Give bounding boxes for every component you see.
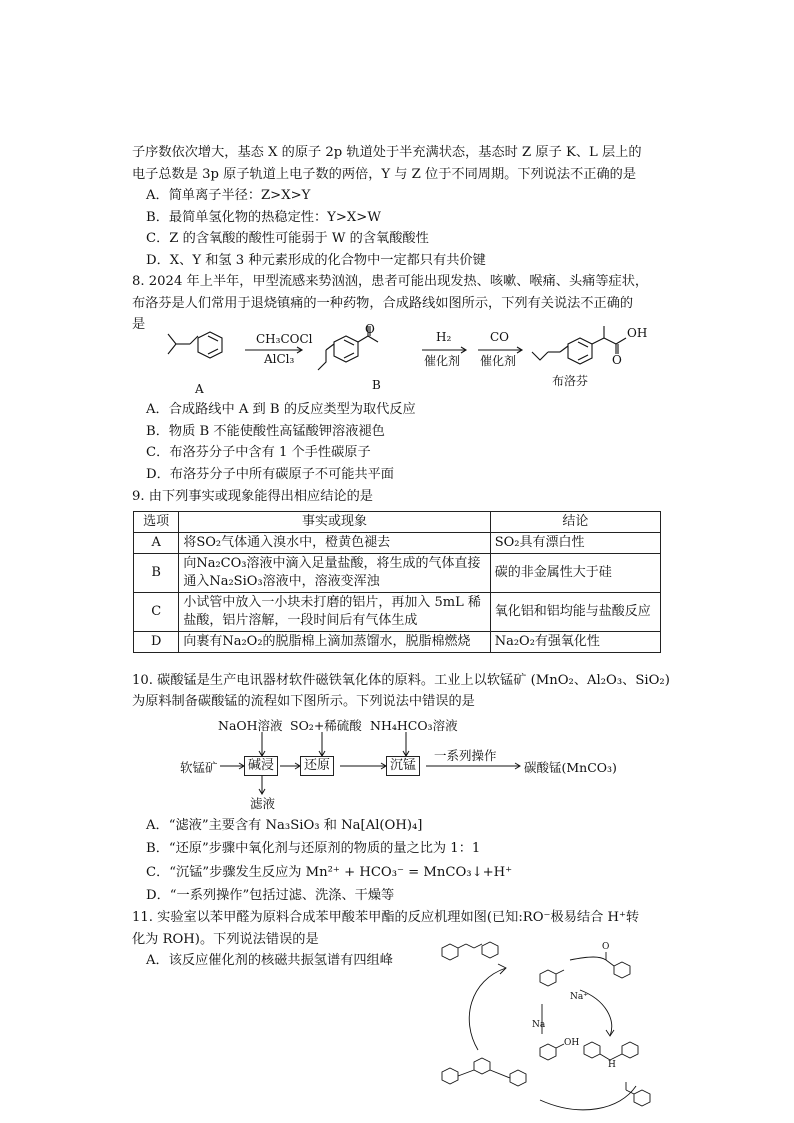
step-reduce: 还原 bbox=[300, 756, 334, 776]
q8-option-b: B．物质 B 不能使酸性高锰酸钾溶液褪色 bbox=[146, 424, 385, 439]
b-carbonyl-o: O bbox=[365, 322, 375, 336]
reagent-nh4hco3: NH₄HCO₃溶液 bbox=[370, 718, 458, 733]
header-option: 选项 bbox=[134, 512, 179, 533]
row-fact: 向Na₂CO₃溶液中滴入足量盐酸，将生成的气体直接通入Na₂SiO₃溶液中，溶液变浑浊 bbox=[179, 554, 490, 593]
label-ibuprofen: 布洛芬 bbox=[552, 374, 589, 388]
q8-option-a: A．合成路线中 A 到 B 的反应类型为取代反应 bbox=[146, 402, 416, 417]
reagent-h2: H₂ bbox=[436, 330, 452, 344]
row-fact: 小试管中放入一小块未打磨的铝片，再加入 5mL 稀盐酸，铝片溶解，一段时间后有气体生成 bbox=[179, 593, 490, 632]
q7-stem-line1: 子序数依次增大，基态 X 的原子 2p 轨道处于半充满状态，基态时 Z 原子 K、L 层上的 bbox=[132, 145, 642, 160]
row-conclusion: 氧化铝和铝均能与盐酸反应 bbox=[490, 593, 660, 632]
q7-option-a: A．简单离子半径：Z>X>Y bbox=[146, 188, 311, 203]
row-fact: 向裹有Na₂O₂的脱脂棉上滴加蒸馏水，脱脂棉燃烧 bbox=[179, 632, 490, 653]
q8-stem-line2: 布洛芬是人们常用于退烧镇痛的一种药物，合成路线如图所示，下列有关说法不正确的 bbox=[132, 296, 634, 311]
q10-option-b: B．“还原”步骤中氧化剂与还原剂的物质的量之比为 1：1 bbox=[146, 841, 481, 856]
ibuprofen-oh: OH bbox=[627, 326, 648, 340]
label-b: B bbox=[372, 378, 381, 392]
reagent-catalyst-2: 催化剂 bbox=[480, 354, 517, 368]
label-a: A bbox=[195, 382, 204, 396]
start-pyrolusite: 软锰矿 bbox=[180, 760, 218, 775]
q9-table bbox=[133, 511, 661, 653]
table-row bbox=[134, 593, 661, 632]
row-conclusion: SO₂具有漂白性 bbox=[490, 533, 660, 554]
reagent-so2: SO₂+稀硫酸 bbox=[290, 718, 362, 733]
reagent-catalyst-1: 催化剂 bbox=[424, 354, 461, 368]
q11-mechanism-cycle bbox=[430, 940, 670, 1115]
cycle-oh: OH bbox=[564, 1038, 580, 1048]
q10-option-c: C．“沉锰”步骤发生反应为 Mn²⁺ + HCO₃⁻ = MnCO₃↓+H⁺ bbox=[146, 865, 513, 880]
q11-stem-line2: 化为 ROH)。下列说法错误的是 bbox=[132, 932, 319, 947]
step-precipitate: 沉锰 bbox=[386, 756, 420, 776]
q7-option-b: B．最简单氢化物的热稳定性：Y>X>W bbox=[146, 210, 381, 225]
q10-flowchart bbox=[180, 716, 630, 816]
q10-stem-line1: 10. 碳酸锰是生产电讯器材软件磁铁氧化体的原料。工业上以软锰矿 (MnO₂、Al₂O₃、SiO₂) bbox=[132, 673, 670, 688]
table-header-row bbox=[134, 512, 661, 533]
q11-option-a: A．该反应催化剂的核磁共振氢谱有四组峰 bbox=[146, 953, 393, 968]
ops-label: 一系列操作 bbox=[434, 748, 497, 763]
mechanism-svg bbox=[430, 940, 670, 1115]
q7-stem-line2: 电子总数是 3p 原子轨道上电子数的两倍，Y 与 Z 位于不同周期。下列说法不正确的是 bbox=[132, 167, 637, 182]
q8-stem-line1: 8. 2024 年上半年，甲型流感来势汹汹，患者可能出现发热、咳嗽、喉痛、头痛等症状， bbox=[132, 274, 649, 289]
q8-option-d: D．布洛芬分子中所有碳原子不可能共平面 bbox=[146, 467, 394, 482]
ibuprofen-o: O bbox=[612, 353, 622, 367]
row-conclusion: 碳的非金属性大于硅 bbox=[490, 554, 660, 593]
reagent-alcl3: AlCl₃ bbox=[264, 352, 295, 366]
reagent-co: CO bbox=[490, 330, 510, 344]
row-option: B bbox=[134, 554, 179, 593]
header-fact: 事实或现象 bbox=[179, 512, 490, 533]
q7-option-c: C．Z 的含氧酸的酸性可能弱于 W 的含氧酸酸性 bbox=[146, 231, 429, 246]
table-row bbox=[134, 554, 661, 593]
product-mnco3: 碳酸锰(MnCO₃) bbox=[524, 760, 617, 775]
table-row bbox=[134, 632, 661, 653]
table-row bbox=[134, 533, 661, 554]
cycle-o: O bbox=[602, 942, 610, 952]
reagent-ch3cocl: CH₃COCl bbox=[256, 332, 313, 346]
reagent-naoh: NaOH溶液 bbox=[218, 718, 283, 733]
q11-stem-line1: 11. 实验室以苯甲醛为原料合成苯甲酸苯甲酯的反应机理如图(已知:RO⁻极易结合 H⁺转 bbox=[132, 910, 640, 925]
synthesis-svg bbox=[160, 322, 680, 398]
header-conclusion: 结论 bbox=[490, 512, 660, 533]
cycle-na-plus: Na⁺ bbox=[570, 992, 588, 1002]
q10-stem-line2: 为原料制备碳酸锰的流程如下图所示。下列说法中错误的是 bbox=[132, 694, 475, 709]
step-alkali-leach: 碱浸 bbox=[244, 756, 278, 776]
q7-option-d: D．X、Y 和氢 3 种元素形成的化合物中一定都只有共价键 bbox=[146, 253, 486, 268]
q8-option-c: C．布洛芬分子中含有 1 个手性碳原子 bbox=[146, 445, 371, 460]
ibuprofen-synthesis-route bbox=[160, 322, 680, 398]
cycle-na: Na bbox=[532, 1020, 546, 1030]
q8-stem-line3: 是 bbox=[132, 317, 146, 332]
q10-option-a: A．“滤液”主要含有 Na₃SiO₃ 和 Na[Al(OH)₄] bbox=[146, 818, 423, 833]
q10-option-d: D．“一系列操作”包括过滤、洗涤、干燥等 bbox=[146, 888, 395, 903]
cycle-h: H bbox=[608, 1060, 616, 1070]
row-option: D bbox=[134, 632, 179, 653]
row-option: A bbox=[134, 533, 179, 554]
row-conclusion: Na₂O₂有强氧化性 bbox=[490, 632, 660, 653]
row-fact: 将SO₂气体通入溴水中，橙黄色褪去 bbox=[179, 533, 490, 554]
row-option: C bbox=[134, 593, 179, 632]
filtrate-label: 滤液 bbox=[250, 796, 276, 811]
q9-stem: 9. 由下列事实或现象能得出相应结论的是 bbox=[132, 489, 373, 504]
